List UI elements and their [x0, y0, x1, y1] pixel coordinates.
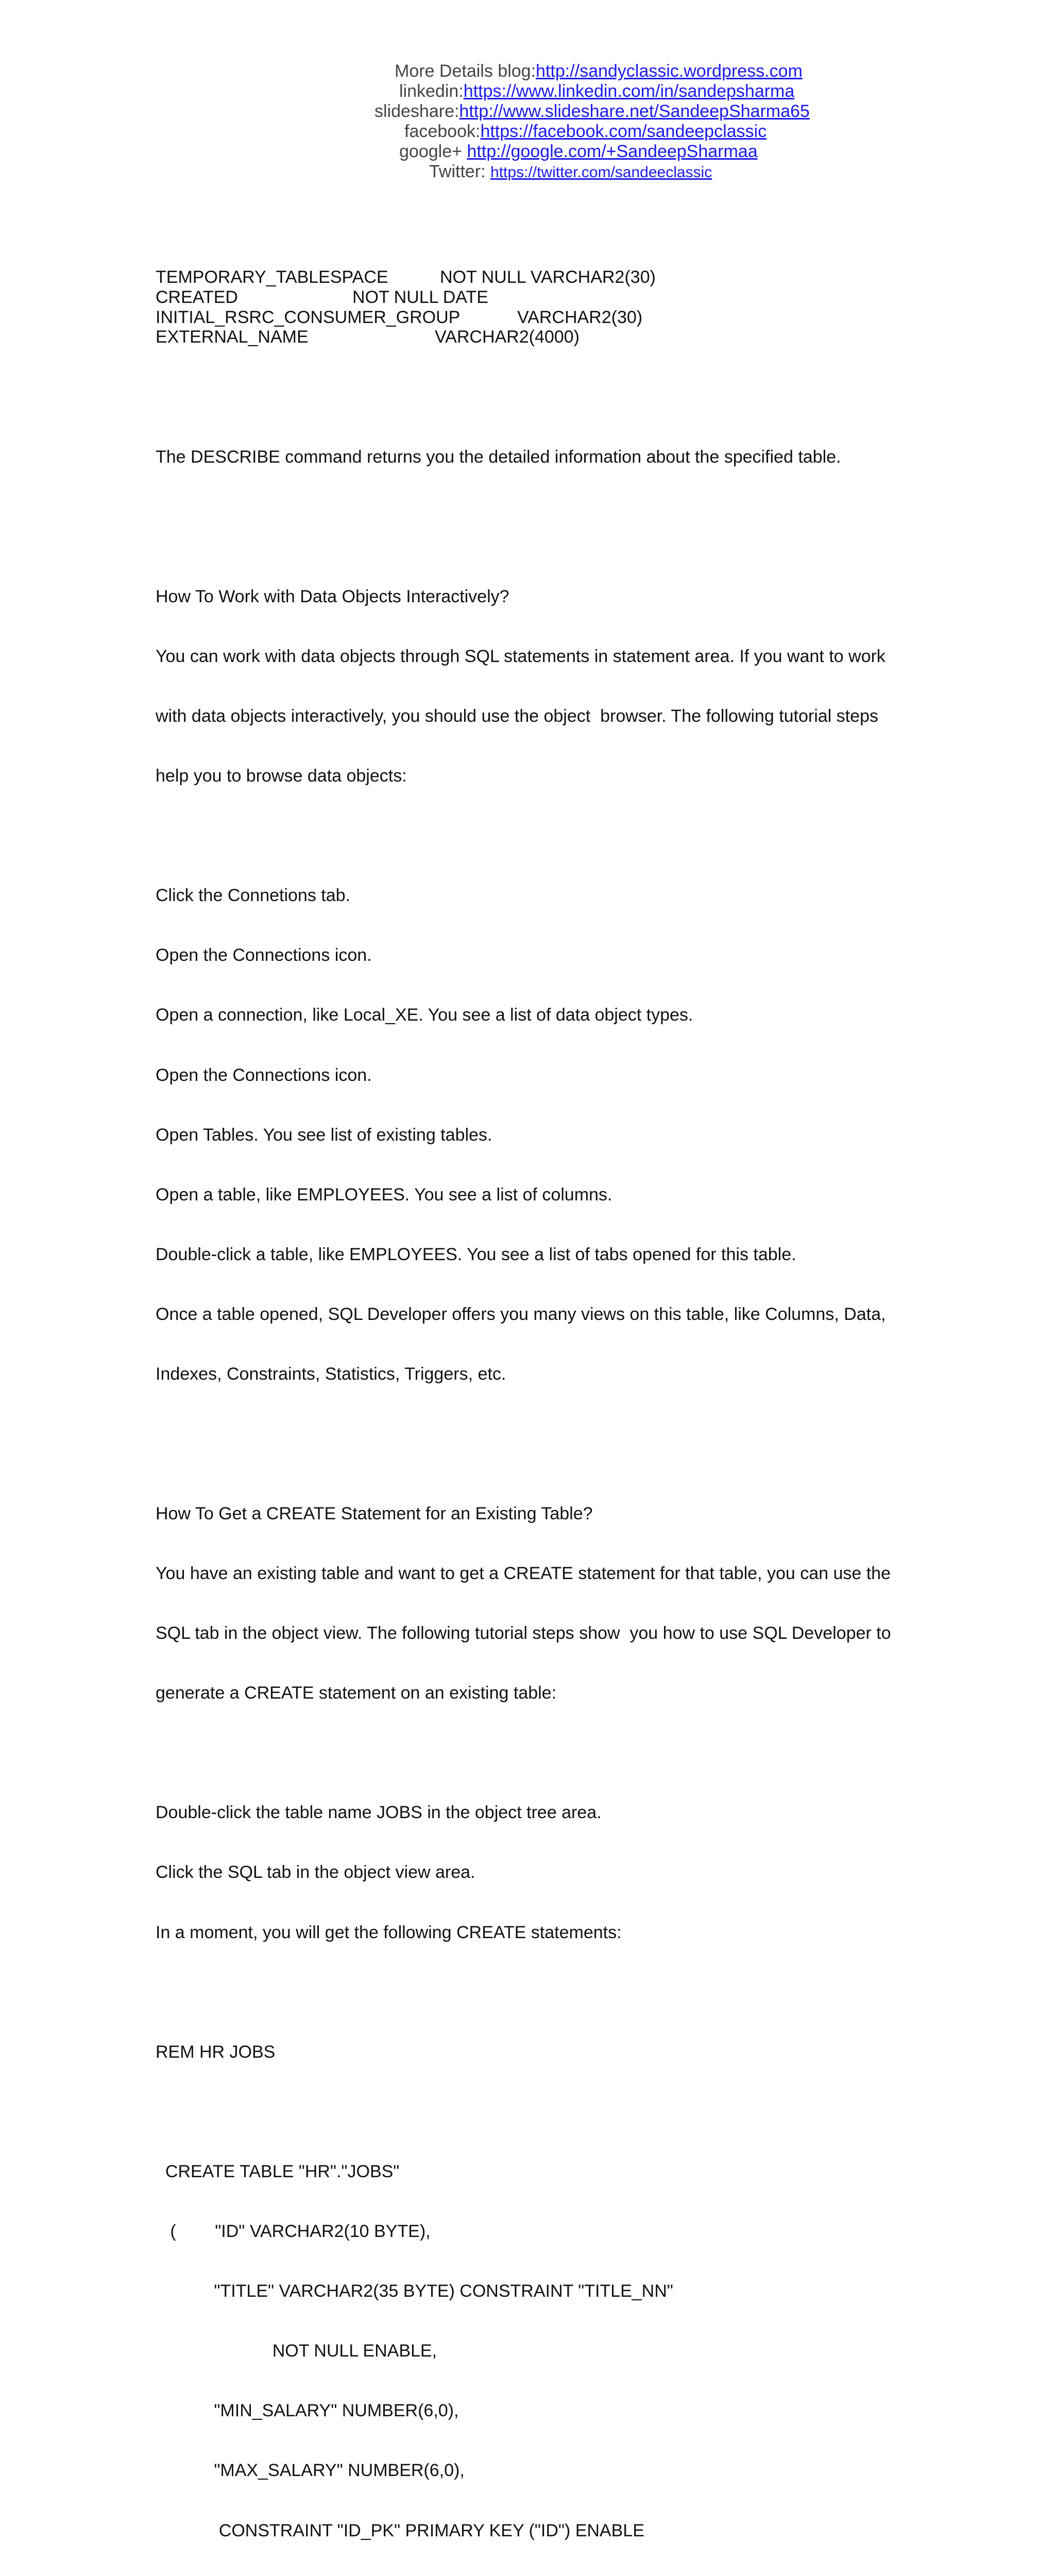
- describe-col-name: TEMPORARY_TABLESPACE: [156, 267, 388, 287]
- describe-col-name: EXTERNAL_NAME: [156, 327, 309, 347]
- step-line: Open the Connections icon.: [156, 945, 372, 965]
- slideshare-link[interactable]: http://www.slideshare.net/SandeepSharma65: [459, 101, 810, 121]
- facebook-link[interactable]: https://facebook.com/sandeepclassic: [480, 122, 767, 141]
- paragraph-line: help you to browse data objects:: [156, 766, 407, 786]
- google-link-line: google+ http://google.com/+SandeepSharmaa: [399, 142, 758, 161]
- describe-col-type: VARCHAR2(30): [517, 308, 643, 328]
- slideshare-link-line: slideshare:http://www.slideshare.net/SandeepSharma65: [375, 101, 810, 121]
- step-line: Double-click the table name JOBS in the object tree area.: [156, 1803, 602, 1823]
- section-heading: How To Get a CREATE Statement for an Existing Table?: [156, 1503, 593, 1523]
- blog-link[interactable]: http://sandyclassic.wordpress.com: [536, 61, 803, 81]
- twitter-link-line: Twitter: https://twitter.com/sandeeclassic: [429, 162, 712, 181]
- describe-col-type: VARCHAR2(4000): [435, 327, 580, 347]
- describe-col-type: NOT NULL VARCHAR2(30): [440, 267, 656, 287]
- step-line: Click the Connetions tab.: [156, 886, 350, 906]
- paragraph-line: SQL tab in the object view. The following tutorial steps show you how to use SQL Developer to: [156, 1623, 891, 1643]
- paragraph-line: You can work with data objects through SQL statements in statement area. If you want to work: [156, 646, 886, 666]
- rem-line: REM HR JOBS: [156, 2042, 276, 2062]
- twitter-link[interactable]: https://twitter.com/sandeeclassic: [490, 164, 712, 181]
- describe-note: The DESCRIBE command returns you the detailed information about the specified table.: [156, 447, 841, 467]
- describe-col-name: INITIAL_RSRC_CONSUMER_GROUP: [156, 308, 461, 328]
- step-line: In a moment, you will get the following CREATE statements:: [156, 1922, 622, 1942]
- linkedin-link-line: linkedin:https://www.linkedin.com/in/sandepsharma: [399, 81, 795, 101]
- step-line: Click the SQL tab in the object view area.: [156, 1862, 475, 1883]
- describe-col-name: CREATED: [156, 287, 238, 308]
- document-body: [156, 228, 908, 2576]
- section-heading: How To Work with Data Objects Interactively?: [156, 586, 509, 606]
- step-line: Open a connection, like Local_XE. You see a list of data object types.: [156, 1005, 693, 1025]
- linkedin-link[interactable]: https://www.linkedin.com/in/sandepsharma: [463, 81, 795, 101]
- code-line: "MAX_SALARY" NUMBER(6,0),: [156, 2461, 465, 2481]
- google-link[interactable]: http://google.com/+SandeepSharmaa: [467, 142, 758, 161]
- step-line: Open the Connections icon.: [156, 1065, 372, 1085]
- code-line: CREATE TABLE "HR"."JOBS": [156, 2161, 400, 2181]
- describe-output: [156, 267, 908, 347]
- step-line: Open Tables. You see list of existing tables.: [156, 1125, 492, 1145]
- paragraph-line: with data objects interactively, you should use the object browser. The following tutorial steps: [156, 706, 878, 726]
- blog-link-line: More Details blog:http://sandyclassic.wordpress.com: [395, 61, 803, 81]
- step-line: Open a table, like EMPLOYEES. You see a list of columns.: [156, 1184, 612, 1205]
- code-line: NOT NULL ENABLE,: [156, 2341, 437, 2361]
- step-line: Indexes, Constraints, Statistics, Triggers, etc.: [156, 1364, 506, 1384]
- paragraph-line: You have an existing table and want to get a CREATE statement for that table, you can use the: [156, 1564, 891, 1583]
- facebook-link-line: facebook:https://facebook.com/sandeepclassic: [404, 122, 767, 141]
- code-line: "TITLE" VARCHAR2(35 BYTE) CONSTRAINT "TITLE_NN": [156, 2281, 673, 2301]
- step-line: Once a table opened, SQL Developer offers you many views on this table, like Columns, Data,: [156, 1304, 886, 1324]
- paragraph-line: generate a CREATE statement on an existing table:: [156, 1683, 557, 1703]
- code-line: "MIN_SALARY" NUMBER(6,0),: [156, 2401, 459, 2421]
- code-line: CONSTRAINT "ID_PK" PRIMARY KEY ("ID") ENABLE: [156, 2520, 644, 2540]
- describe-col-type: NOT NULL DATE: [352, 287, 488, 308]
- code-line: ( "ID" VARCHAR2(10 BYTE),: [156, 2222, 431, 2242]
- step-line: Double-click a table, like EMPLOYEES. You see a list of tabs opened for this table.: [156, 1244, 796, 1264]
